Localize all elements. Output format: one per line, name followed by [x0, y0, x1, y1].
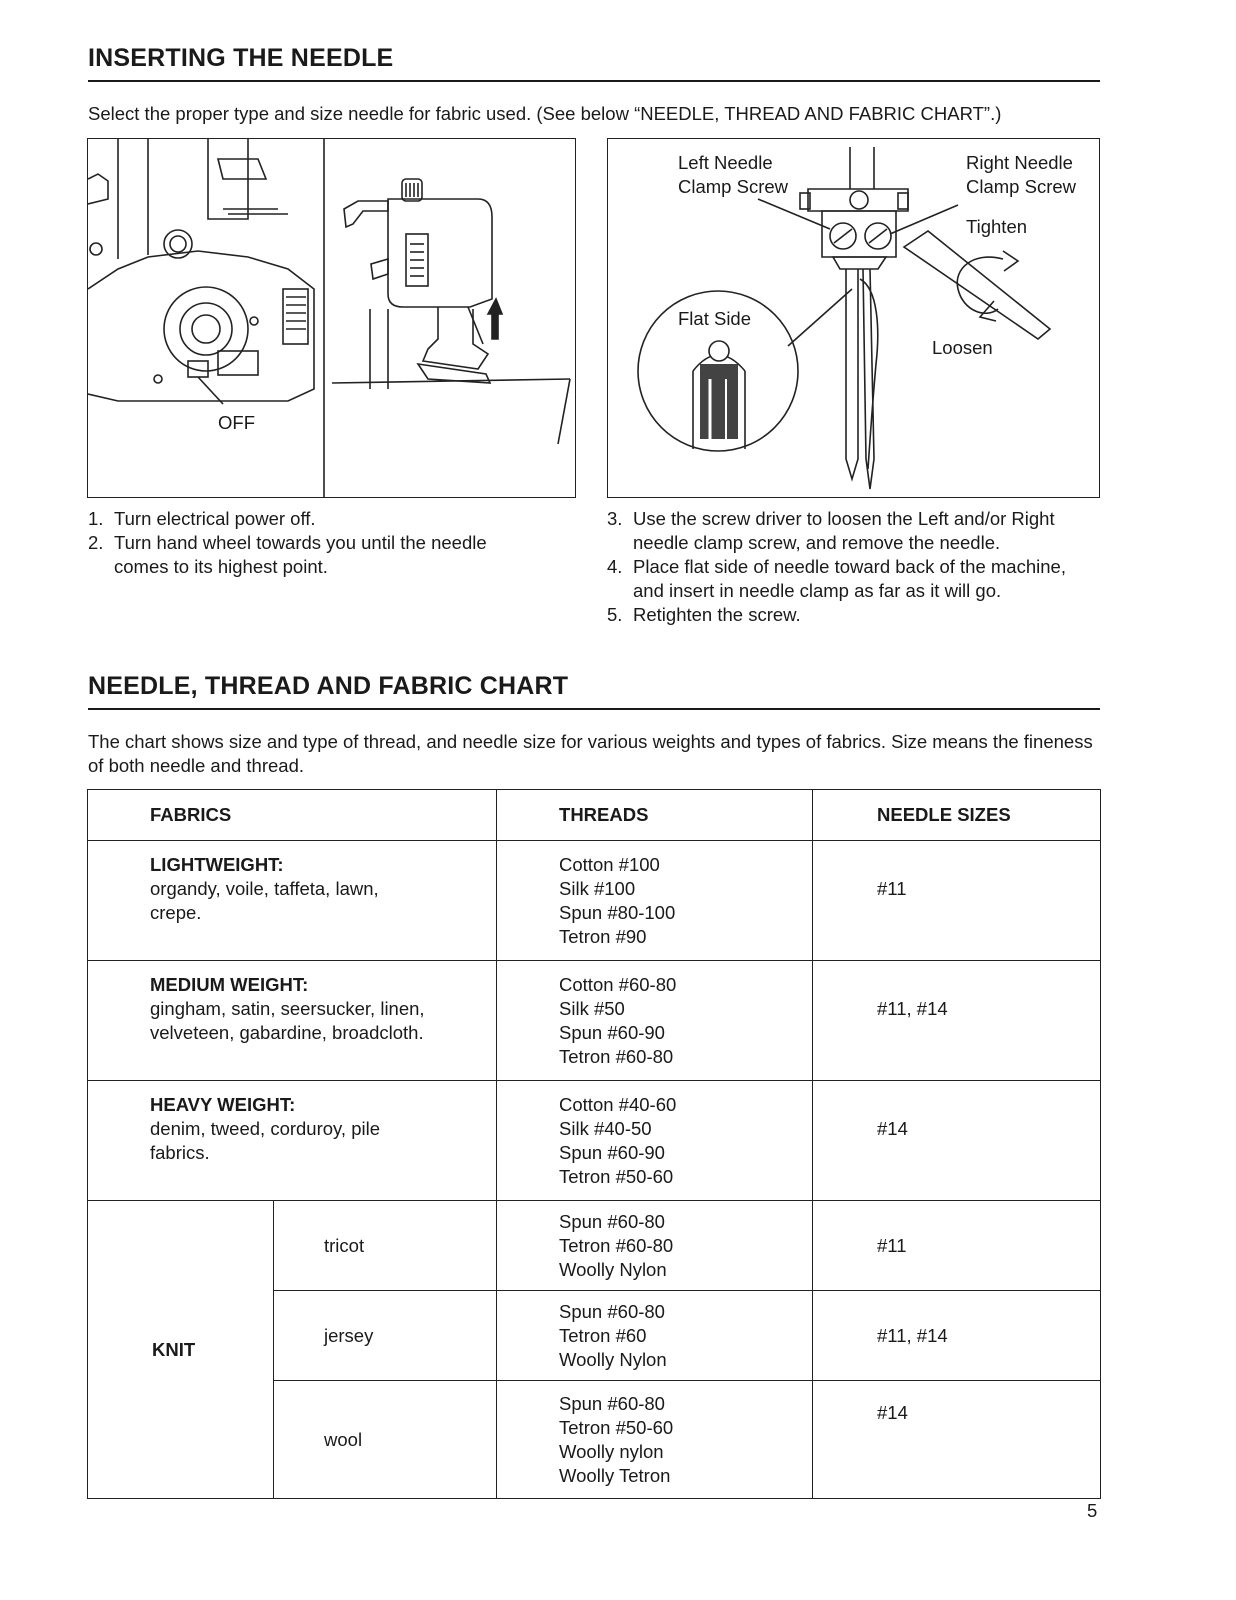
knit-type-cell: [274, 1381, 497, 1499]
steps-left: [88, 507, 528, 579]
needle-thread-fabric-table: [87, 789, 1101, 1499]
thread-item: Spun #60-80: [559, 1210, 665, 1232]
thread-cell: [497, 1291, 813, 1381]
step-item: 4. Place flat side of needle toward back of the machine, and insert in needle clamp as far as it will go.: [607, 556, 1066, 601]
thread-item: Spun #60-90: [559, 1141, 665, 1163]
thread-item: Cotton #40-60: [559, 1093, 677, 1115]
chart-intro-text: The chart shows size and type of thread, and needle size for various weights and types of fabrics. Size means the fineness of both needle and thread.: [88, 731, 1093, 776]
needle-size-cell: [813, 961, 1101, 1081]
table-row: [88, 1201, 1101, 1291]
table-row: [88, 841, 1101, 961]
needle-size: #11, #14: [877, 998, 948, 1019]
label-off: OFF: [218, 412, 255, 433]
fabric-list: gingham, satin, seersucker, linen, velveteen, gabardine, broadcloth.: [150, 997, 425, 1043]
fabric-category: LIGHTWEIGHT:: [150, 853, 284, 875]
needle-size-cell: [813, 1081, 1101, 1201]
label-left-needle-line2: Clamp Screw: [678, 176, 788, 197]
thread-item: Spun #60-80: [559, 1300, 665, 1322]
steps-right: [607, 507, 1100, 627]
figure-needle-clamp: [607, 138, 1100, 498]
label-left-needle-line1: Left Needle: [678, 152, 773, 173]
section-divider: [88, 80, 1100, 82]
label-left-needle-clamp: [678, 151, 788, 199]
needle-size: #11: [877, 1234, 907, 1256]
fabric-category: HEAVY WEIGHT:: [150, 1093, 296, 1115]
page-number: 5: [1087, 1500, 1098, 1521]
thread-item: Tetron #60: [559, 1324, 647, 1346]
thread-item: Cotton #100: [559, 853, 660, 875]
thread-item: Spun #60-90: [559, 1021, 665, 1043]
thread-cell: [497, 1081, 813, 1201]
thread-cell: [497, 1201, 813, 1291]
machine-illustration: [88, 139, 577, 499]
figure-machine-power: [87, 138, 576, 498]
label-right-needle-line1: Right Needle: [966, 152, 1073, 173]
thread-item: Silk #40-50: [559, 1117, 652, 1139]
table-row: [88, 961, 1101, 1081]
knit-type: jersey: [324, 1324, 374, 1346]
thread-cell: [497, 961, 813, 1081]
knit-type-cell: [274, 1291, 497, 1381]
header-threads: THREADS: [497, 790, 813, 841]
thread-item: Cotton #60-80: [559, 973, 677, 995]
knit-type-cell: [274, 1201, 497, 1291]
thread-item: Woolly Nylon: [559, 1258, 667, 1280]
needle-size-cell: [813, 1201, 1101, 1291]
header-needle-sizes: NEEDLE SIZES: [813, 790, 1101, 841]
intro-text: Select the proper type and size needle for fabric used. (See below “NEEDLE, THREAD AND FABRIC CHART”.): [88, 103, 1002, 124]
needle-size: #14: [877, 1118, 908, 1139]
fabric-list: denim, tweed, corduroy, pile fabrics.: [150, 1117, 380, 1163]
fabric-cell: [88, 961, 497, 1081]
thread-item: Spun #60-80: [559, 1392, 665, 1414]
header-fabrics: FABRICS: [88, 790, 497, 841]
thread-item: Tetron #50-60: [559, 1416, 674, 1438]
needle-size: #11: [877, 878, 907, 899]
thread-item: Tetron #90: [559, 925, 647, 947]
step-item: 5. Retighten the screw.: [607, 604, 801, 625]
thread-item: Woolly Nylon: [559, 1348, 667, 1370]
label-right-needle-clamp: [966, 151, 1076, 199]
thread-item: Silk #50: [559, 997, 625, 1019]
thread-cell: [497, 841, 813, 961]
thread-item: Woolly nylon: [559, 1440, 664, 1462]
thread-item: Tetron #60-80: [559, 1234, 674, 1256]
knit-type: tricot: [324, 1234, 365, 1256]
fabric-list: organdy, voile, taffeta, lawn, crepe.: [150, 877, 379, 923]
thread-item: Spun #80-100: [559, 901, 676, 923]
fabric-cell: [88, 841, 497, 961]
step-item: 2. Turn hand wheel towards you until the needle comes to its highest point.: [88, 532, 487, 577]
needle-size: #11, #14: [877, 1324, 948, 1346]
thread-cell: [497, 1381, 813, 1499]
label-tighten: Tighten: [966, 216, 1028, 237]
knit-label: KNIT: [152, 1338, 196, 1360]
label-flat-side: Flat Side: [678, 308, 752, 329]
table-row: [88, 1081, 1101, 1201]
label-right-needle-line2: Clamp Screw: [966, 176, 1076, 197]
thread-item: Silk #100: [559, 877, 636, 899]
fabric-cell: [88, 1081, 497, 1201]
step-item: 3. Use the screw driver to loosen the Left and/or Right needle clamp screw, and remove the needle.: [607, 508, 1055, 553]
thread-item: Tetron #50-60: [559, 1165, 674, 1187]
section-divider: [88, 708, 1100, 710]
needle-size-cell: [813, 1381, 1101, 1499]
step-item: 1. Turn electrical power off.: [88, 508, 316, 529]
section-title-inserting-needle: INSERTING THE NEEDLE: [88, 44, 394, 72]
needle-size-cell: [813, 841, 1101, 961]
needle-size-cell: [813, 1291, 1101, 1381]
label-loosen: Loosen: [932, 337, 993, 358]
fabric-category: MEDIUM WEIGHT:: [150, 973, 309, 995]
knit-type: wool: [324, 1428, 363, 1450]
needle-size: #14: [877, 1402, 908, 1423]
table-header-row: [88, 790, 1101, 841]
section-title-chart: NEEDLE, THREAD AND FABRIC CHART: [88, 672, 569, 700]
thread-item: Woolly Tetron: [559, 1464, 671, 1486]
knit-cell: [88, 1201, 274, 1499]
thread-item: Tetron #60-80: [559, 1045, 674, 1067]
